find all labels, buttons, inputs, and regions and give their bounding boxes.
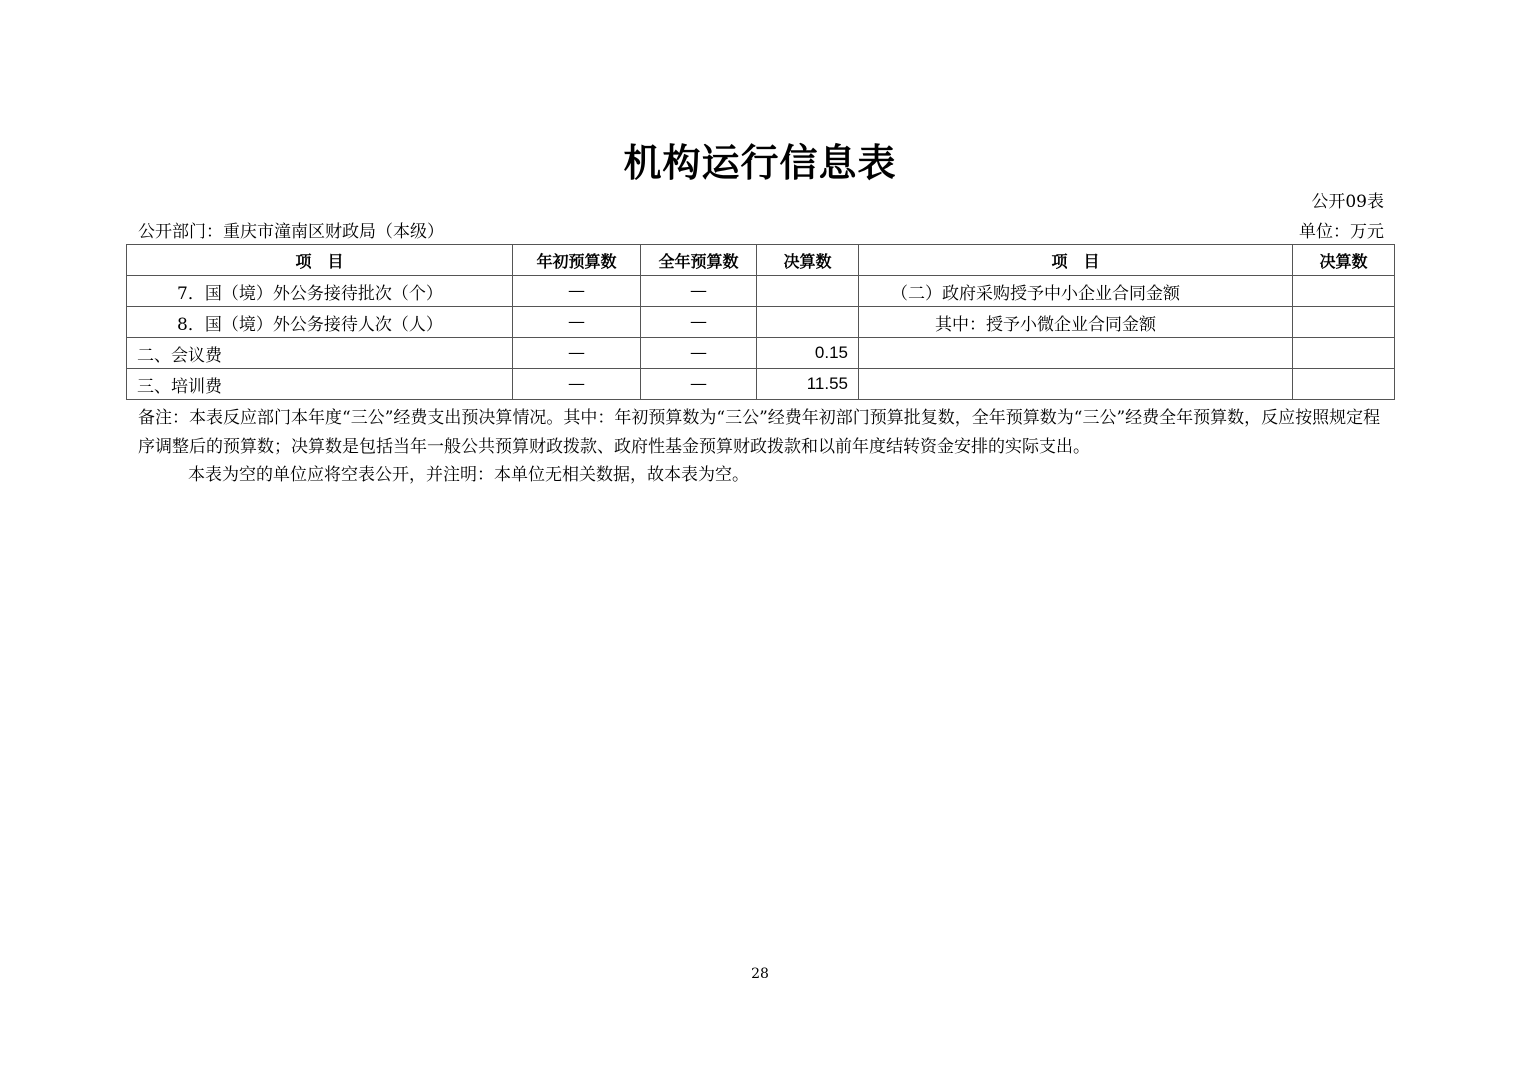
table-header-row: [127, 245, 1395, 276]
row-full-year-budget: —: [641, 369, 757, 400]
table-code: 公开09表: [1311, 192, 1384, 212]
header-final-account: 决算数: [757, 245, 859, 276]
row-final-account: 11.55: [757, 369, 859, 400]
row-initial-budget: —: [513, 307, 641, 338]
row-initial-budget: —: [513, 369, 641, 400]
row-item: 三、培训费: [127, 369, 513, 400]
remarks-note: 备注：本表反应部门本年度“三公”经费支出预决算情况。其中：年初预算数为“三公”经费年初部门预算批复数，全年预算数为“三公”经费全年预算数，反应按照规定程序调整后的预算数；决算数是包括当年一般公共预算财政拨款、政府性基金预算财政拨款和以前年度结转资金安排的实际支出。: [138, 408, 1381, 457]
page-title: 机构运行信息表: [623, 140, 897, 185]
header-initial-budget: 年初预算数: [513, 245, 641, 276]
table-row: [127, 369, 1395, 400]
row-full-year-budget: —: [641, 276, 757, 307]
row-right-final: [1293, 369, 1395, 400]
table-row: [127, 307, 1395, 338]
header-item-left: 项 目: [127, 245, 513, 276]
header-full-year-budget: 全年预算数: [641, 245, 757, 276]
row-right-final: [1293, 276, 1395, 307]
row-right-item: [859, 369, 1293, 400]
row-item: 8．国（境）外公务接待人次（人）: [127, 307, 513, 338]
header-final-account-right: 决算数: [1293, 245, 1395, 276]
row-item: 二、会议费: [127, 338, 513, 369]
header-item-right: 项 目: [859, 245, 1293, 276]
page-number: 28: [751, 966, 769, 982]
department-label: 公开部门：重庆市潼南区财政局（本级）: [138, 222, 444, 242]
row-right-final: [1293, 307, 1395, 338]
row-final-account: 0.15: [757, 338, 859, 369]
row-initial-budget: —: [513, 338, 641, 369]
table-row: [127, 276, 1395, 307]
info-table: [126, 244, 1395, 400]
unit-label: 单位：万元: [1299, 222, 1384, 242]
row-right-item: （二）政府采购授予中小企业合同金额: [859, 276, 1293, 307]
row-full-year-budget: —: [641, 338, 757, 369]
empty-table-note: 本表为空的单位应将空表公开，并注明：本单位无相关数据，故本表为空。: [188, 465, 749, 485]
row-final-account: [757, 307, 859, 338]
row-right-item: 其中：授予小微企业合同金额: [859, 307, 1293, 338]
row-right-item: [859, 338, 1293, 369]
row-full-year-budget: —: [641, 307, 757, 338]
row-final-account: [757, 276, 859, 307]
row-item: 7．国（境）外公务接待批次（个）: [127, 276, 513, 307]
row-right-final: [1293, 338, 1395, 369]
table-row: [127, 338, 1395, 369]
row-initial-budget: —: [513, 276, 641, 307]
